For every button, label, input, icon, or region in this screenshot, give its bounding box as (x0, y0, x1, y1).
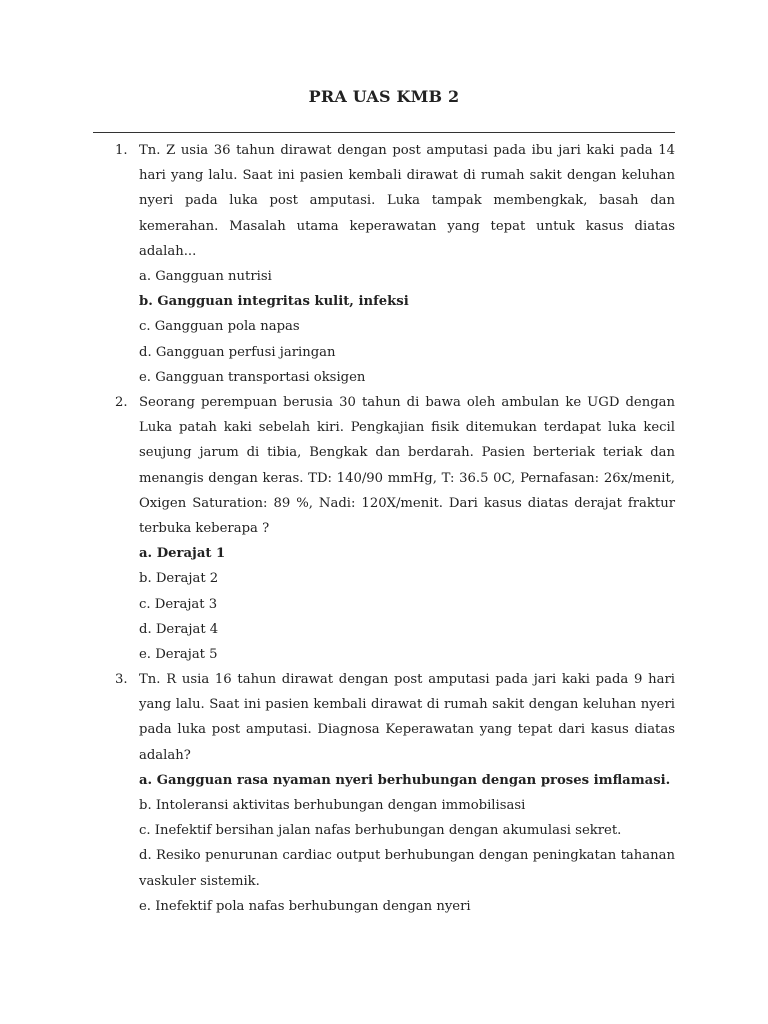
option-b: b. Intoleransi aktivitas berhubungan dengan immobilisasi (139, 798, 526, 814)
option-e: e. Inefektif pola nafas berhubungan dengan nyeri (139, 898, 471, 914)
option-c: c. Gangguan pola napas (139, 319, 300, 335)
option-b: b. Derajat 2 (139, 571, 219, 587)
question-stem: Tn. Z usia 36 tahun dirawat dengan post amputasi pada ibu jari kaki pada 14 hari yang lalu. Saat ini pasien kembali dirawat di rumah sakit dengan keluhan nyeri pada luka post amputasi. Luka tampak membengkak, basah dan kemerahan. Masalah utama keperawatan yang tepat untuk kasus diatas adalah... (139, 143, 675, 259)
question-3 (115, 667, 675, 919)
option-e: e. Derajat 5 (139, 647, 218, 663)
option-d: d. Resiko penurunan cardiac output berhubungan dengan peningkatan tahanan vaskuler sistemik. (139, 848, 675, 889)
option-a-answer: a. Derajat 1 (139, 546, 226, 562)
question-number: 2. (115, 395, 128, 410)
option-c: c. Inefektif bersihan jalan nafas berhubungan dengan akumulasi sekret. (139, 823, 622, 839)
question-2 (115, 390, 675, 667)
question-body (139, 667, 675, 919)
option-b-answer: b. Gangguan integritas kulit, infeksi (139, 294, 409, 310)
option-a-answer: a. Gangguan rasa nyaman nyeri berhubungan dengan proses imflamasi. (139, 772, 671, 788)
option-e: e. Gangguan transportasi oksigen (139, 369, 366, 385)
option-a: a. Gangguan nutrisi (139, 269, 272, 285)
question-body (139, 390, 675, 667)
question-stem: Tn. R usia 16 tahun dirawat dengan post amputasi pada jari kaki pada 9 hari yang lalu. Saat ini pasien kembali dirawat di rumah sakit dengan keluhan nyeri pada luka post amputasi. Diagnosa Keperawatan yang tepat dari kasus diatas adalah? (139, 672, 675, 763)
option-c: c. Derajat 3 (139, 596, 218, 612)
question-stem: Seorang perempuan berusia 30 tahun di bawa oleh ambulan ke UGD dengan Luka patah kaki sebelah kiri. Pengkajian fisik ditemukan terdapat luka kecil seujung jarum di tibia, Bengkak dan berdarah. Pasien berteriak teriak dan menangis dengan keras. TD: 140/90 mmHg, T: 36.5 0C, Pernafasan: 26x/menit, Oxigen Saturation: 89 %, Nadi: 120X/menit. Dari kasus diatas derajat fraktur terbuka keberapa ? (139, 395, 675, 537)
question-1 (115, 138, 675, 390)
title-divider (93, 132, 675, 133)
option-d: d. Gangguan perfusi jaringan (139, 344, 336, 360)
question-number: 1. (115, 143, 128, 158)
question-body (139, 138, 675, 390)
option-d: d. Derajat 4 (139, 621, 219, 637)
document-title: PRA UAS KMB 2 (308, 87, 460, 106)
question-number: 3. (115, 672, 128, 687)
